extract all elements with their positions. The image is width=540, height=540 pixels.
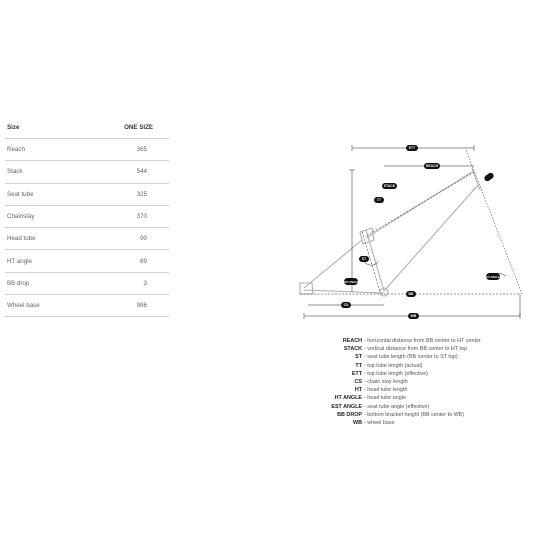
legend-item bbox=[318, 419, 481, 427]
row-value: 544 bbox=[77, 161, 169, 183]
row-label: Reach bbox=[5, 139, 77, 161]
frame-geometry-diagram bbox=[290, 140, 530, 330]
legend-definition: - horizontal distance from BB center to HT center bbox=[364, 338, 481, 344]
row-label: Head tube bbox=[5, 228, 77, 250]
row-label: Seat tube bbox=[5, 183, 77, 205]
down-tube bbox=[384, 185, 478, 291]
svg-text:ST: ST bbox=[361, 257, 367, 262]
svg-text:TT: TT bbox=[376, 198, 382, 203]
cs-tag bbox=[341, 302, 351, 308]
svg-text:STACK: STACK bbox=[383, 184, 396, 189]
dimension-tags bbox=[341, 145, 500, 319]
legend-term: EST ANGLE bbox=[331, 403, 362, 410]
legend-item bbox=[318, 370, 481, 378]
table-row bbox=[5, 250, 169, 272]
table-row bbox=[5, 228, 169, 250]
svg-text:HT ANGLE: HT ANGLE bbox=[486, 275, 500, 279]
legend-definition: - wheel base bbox=[364, 420, 395, 427]
row-value: 3 bbox=[77, 272, 169, 294]
legend-definition: - chain stay length bbox=[364, 379, 408, 386]
legend-definition: - seat tube angle (effective) bbox=[364, 403, 430, 410]
legend-item bbox=[318, 403, 481, 411]
table-row bbox=[5, 183, 169, 205]
table-row bbox=[5, 205, 169, 227]
svg-text:CS: CS bbox=[343, 303, 349, 308]
stack-tag bbox=[382, 183, 397, 189]
legend-definition: - seat tube length (BB center to ST top) bbox=[364, 354, 458, 361]
legend-definition: - bottom bracket height (BB center to WB) bbox=[364, 411, 465, 418]
legend-term: REACH bbox=[342, 338, 362, 344]
legend-definition: - vertical distance from BB center to HT top bbox=[364, 346, 467, 353]
top-tube bbox=[366, 172, 472, 238]
geometry-legend bbox=[318, 337, 481, 427]
svg-text:REACH: REACH bbox=[425, 164, 439, 169]
legend-term: BB DROP bbox=[337, 411, 362, 418]
legend-term: WB bbox=[353, 420, 362, 427]
legend-term: ST bbox=[355, 354, 362, 361]
wb-tag bbox=[408, 313, 419, 319]
legend-item bbox=[318, 337, 481, 345]
est-angle-tag bbox=[344, 278, 359, 285]
row-label: Stack bbox=[5, 161, 77, 183]
row-label: BB drop bbox=[5, 272, 77, 294]
row-label: Wheel base bbox=[5, 295, 77, 317]
rear-dropout bbox=[300, 283, 313, 294]
tt-tag bbox=[374, 197, 384, 203]
bb-tag bbox=[406, 291, 416, 297]
legend-item bbox=[318, 394, 481, 402]
legend-item bbox=[318, 386, 481, 394]
legend-item bbox=[318, 345, 481, 353]
legend-term: ETT bbox=[351, 370, 362, 377]
legend-definition: - top tube length (effective) bbox=[364, 370, 429, 377]
table-row bbox=[5, 272, 169, 294]
head-tube-tag bbox=[483, 172, 495, 183]
row-value: 986 bbox=[77, 295, 169, 317]
legend-item bbox=[318, 353, 481, 361]
legend-definition: - head tube length bbox=[364, 387, 408, 394]
seat-tube bbox=[366, 230, 384, 291]
row-value: 325 bbox=[77, 183, 169, 205]
legend-term: TT bbox=[355, 362, 362, 369]
one-size-header: ONE SIZE bbox=[77, 117, 169, 139]
legend-term: CS bbox=[354, 379, 362, 386]
legend-definition: - top tube length (actual) bbox=[364, 362, 423, 369]
legend-item bbox=[318, 378, 481, 386]
table-row bbox=[5, 295, 169, 317]
legend-term: HT bbox=[354, 387, 362, 394]
ht-angle-tag bbox=[486, 273, 500, 280]
geometry-table bbox=[5, 117, 169, 317]
legend-term: STACK bbox=[343, 346, 362, 353]
row-value: 69 bbox=[77, 250, 169, 272]
legend-term: HT ANGLE bbox=[334, 395, 362, 402]
table-row bbox=[5, 161, 169, 183]
legend-definition: - head tube angle bbox=[364, 395, 406, 402]
row-value: 365 bbox=[77, 139, 169, 161]
table-row bbox=[5, 139, 169, 161]
st-tag bbox=[359, 256, 369, 262]
ett-tag bbox=[406, 145, 418, 151]
row-label: Chainstay bbox=[5, 205, 77, 227]
svg-text:WB: WB bbox=[410, 314, 417, 319]
row-label: HT angle bbox=[5, 250, 77, 272]
row-value: 90 bbox=[77, 228, 169, 250]
row-value: 370 bbox=[77, 205, 169, 227]
svg-text:EST ANGLE: EST ANGLE bbox=[343, 280, 359, 284]
size-header: Size bbox=[5, 117, 77, 139]
svg-text:ETT: ETT bbox=[408, 146, 416, 151]
table-header-row bbox=[5, 117, 169, 139]
svg-text:BB: BB bbox=[408, 292, 414, 297]
legend-item bbox=[318, 411, 481, 419]
ht-axis bbox=[466, 150, 522, 294]
chainstay bbox=[304, 290, 384, 293]
seat-post-clamp bbox=[360, 228, 374, 244]
legend-item bbox=[318, 362, 481, 370]
reach-tag bbox=[424, 163, 440, 169]
